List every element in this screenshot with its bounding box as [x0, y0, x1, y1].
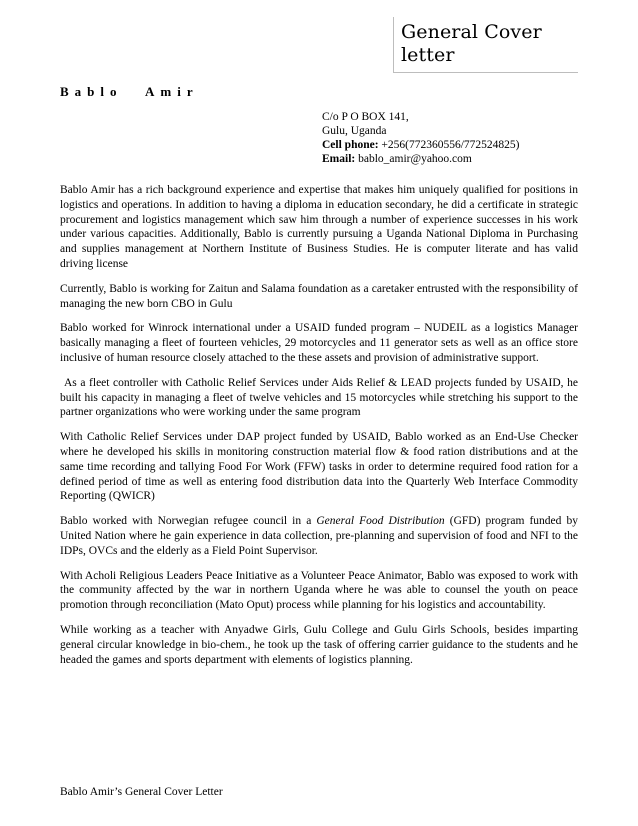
paragraph-peace-animator: With Acholi Religious Leaders Peace Initiative as a Volunteer Peace Animator, Bablo was exposed to work with the community affected by the war in northern Uganda where he was able to counsel the youth on peace promotion through reconciliation (Mato Oput) process while planning for his logistics and accountability. — [60, 569, 578, 612]
address-line-1: C/o P O BOX 141, — [322, 111, 409, 123]
paragraph-end-use-checker: With Catholic Relief Services under DAP project funded by USAID, Bablo worked as an End-Use Checker where he developed his skills in monitoring construction material flow & food ration distributions and at the same time recording and tallying Food For Work (FFW) tasks in order to determine required food ration for a defined period of time as well as entering food distribution data into the Quarterly Web Interface Commodity Reporting (QWICR) — [60, 431, 578, 503]
email-line — [322, 152, 520, 166]
address-line-2: Gulu, Uganda — [322, 125, 387, 137]
email-label: Email: — [322, 153, 356, 165]
paragraph-fleet-controller: As a fleet controller with Catholic Relief Services under Aids Relief & LEAD projects funded by USAID, he built his capacity in managing a fleet of twelve vehicles and 15 motorcycles while stretching his support to the partner organizations who were working under the same program — [60, 376, 578, 419]
address-block — [322, 110, 520, 166]
p6-italic: General Food Distribution — [316, 515, 445, 528]
paragraph-norwegian-refugee — [60, 514, 578, 558]
p6-text-before: Bablo worked with Norwegian refugee council in a — [60, 515, 317, 528]
paragraph-teacher: While working as a teacher with Anyadwe Girls, Gulu College and Gulu Girls Schools, besides imparting general circular knowledge in bio-chem., he took up the task of offering carrier guidance to the students and he headed the games and sports department with elements of logistics planning. — [60, 623, 578, 666]
applicant-name: Bablo Amir — [60, 84, 199, 99]
title-box — [393, 17, 578, 73]
email-value: bablo_amir@yahoo.com — [355, 153, 472, 165]
paragraph-summary: Bablo Amir has a rich background experience and expertise that makes him uniquely qualified for positions in logistics and operations. In addition to having a diploma in education secondary, he did a certificate in strategic procurement and logistics management which saw him through a number of experience successes in his work under various capacities. Additionally, Bablo is currently pursuing a Uganda National Diploma in Purchasing and supplies management at Northern Institute of Business Studies. He is computer literate and has valid driving license — [60, 184, 578, 270]
document-title — [401, 21, 577, 67]
letter-body — [60, 183, 578, 677]
paragraph-winrock: Bablo worked for Winrock international under a USAID funded program – NUDEIL as a logistics Manager basically managing a fleet of fourteen vehicles, 29 motorcycles and 11 generator sets as well as an office store inclusive of human resource closely attached to the these assets and provision of administrative support. — [60, 322, 578, 364]
title-line-1: General Cover — [401, 21, 542, 43]
phone-line — [322, 138, 520, 152]
title-line-2: letter — [401, 44, 455, 66]
page-footer: Bablo Amir’s General Cover Letter — [60, 786, 223, 798]
p6-text-after: (GFD) program funded by United Nation where he gain experience in data collection, pre-planning and supervision of food and NFI to the IDPs, OVCs and the elderly as a Field Point Supervisor. — [60, 515, 578, 557]
paragraph-current-role: Currently, Bablo is working for Zaitun and Salama foundation as a caretaker entrusted with the responsibility of managing the new born CBO in Gulu — [60, 282, 578, 310]
phone-value: +256(772360556/772524825) — [378, 139, 520, 151]
phone-label: Cell phone: — [322, 139, 379, 151]
